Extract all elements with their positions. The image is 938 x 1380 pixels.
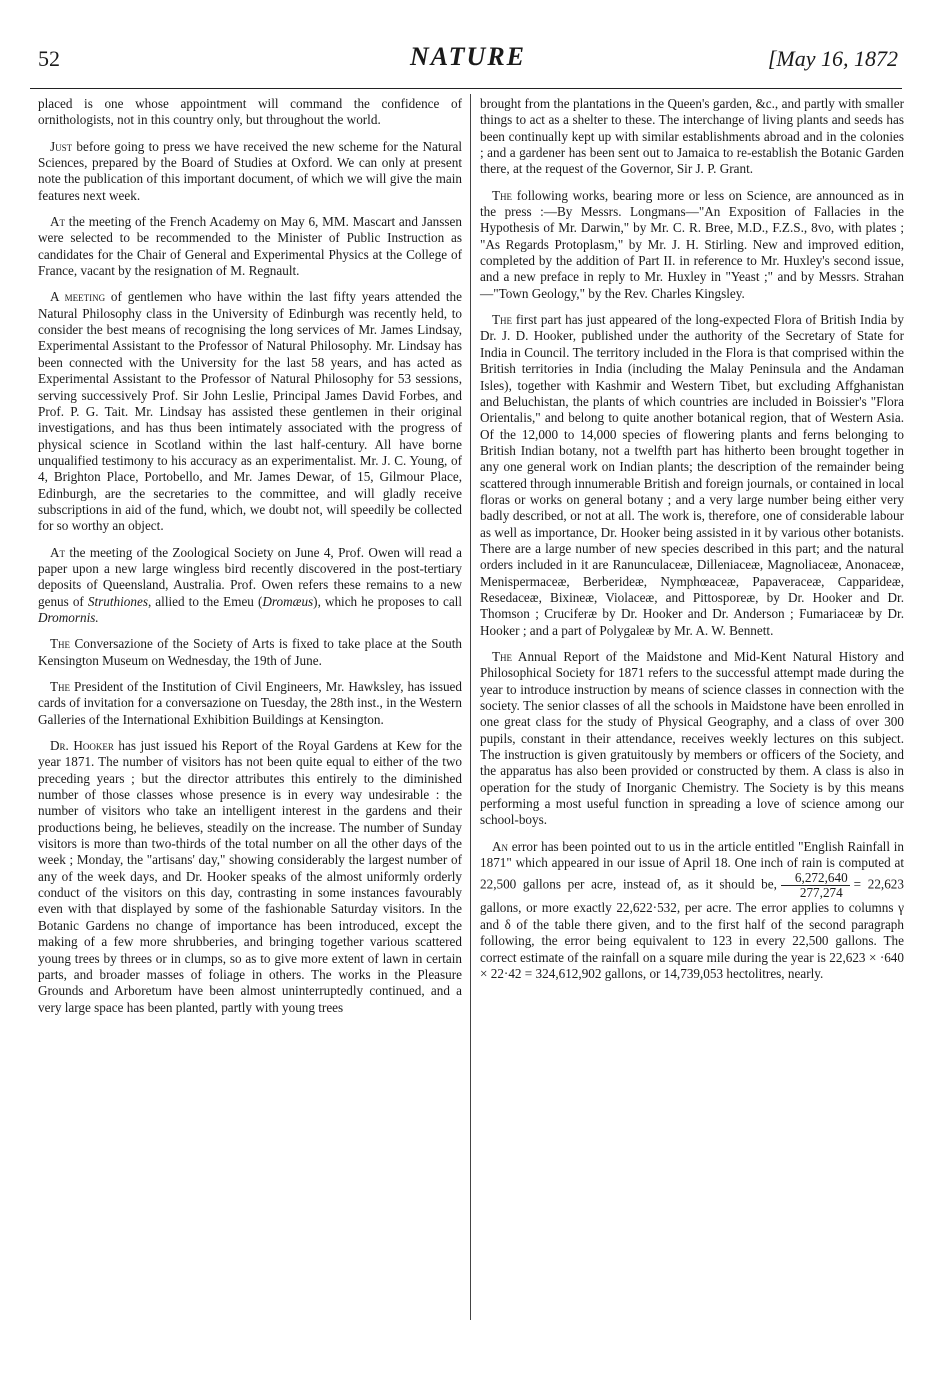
page-number: 52 — [38, 46, 60, 71]
paragraph — [38, 679, 462, 728]
paragraph-text: Conversazione of the Society of Arts is fixed to take place at the South Kensington Museum on Wednesday, the 19th of June. — [38, 636, 462, 668]
paragraph — [480, 312, 904, 639]
lead-word: The — [50, 679, 71, 694]
fraction — [781, 871, 850, 900]
paragraph — [480, 188, 904, 302]
header-rule — [30, 88, 902, 89]
paragraph-text: the meeting of the Zoological Society on June 4, Prof. Owen will read a paper upon a new large wingless bird recently discovered in the post-tertiary deposits of Queensland, Australia. Prof. Owen refers these remains to a new genus of — [38, 544, 462, 609]
paragraph — [38, 738, 462, 1016]
paragraph-text: the meeting of the French Academy on May 6, MM. Mascart and Janssen were selected to be recommended to the Minister of Public Instruction as candidates for the Chair of General and Experimental Physics at the College of France, vacant by the resignation of M. Regnault. — [38, 214, 462, 279]
lead-word: An — [492, 838, 509, 854]
paragraph — [480, 649, 904, 829]
paragraph-text: of gentlemen who have within the last fifty years attended the Natural Philosophy class in the University of Edinburgh was recently held, to consider the best means of recognising the long services of Mr. James Lindsay, Experimental Assistant to the Professor of Natural Philosophy. Mr. Lindsay has been connected with the University for the last 58 years, and has acted as Experimental Assistant to the Professor of Natural Philosophy for 53 sessions, serving successively Prof. Sir John Leslie, Principal James David Forbes, and Prof. P. G. Tait. Mr. Lindsay has assisted these gentlemen in their original investigations, and has thus been intimately associated with the progress of physical science in Scotland within the last half-century. All have borne unqualified testimony to his accuracy as an experimentalist. Mr. J. C. Young, of 4, Brighton Place, Portobello, and Mr. James Dewar, of 15, Gilmour Place, Edinburgh, are the secretaries to the committee, and will gladly receive subscriptions in aid of the fund, which, we doubt not, will speedily be collected for so worthy an object. — [38, 289, 462, 534]
page-header — [38, 42, 898, 82]
paragraph-text: following works, bearing more or less on Science, are announced as in the press :—By Messrs. Longmans—"An Exposition of Fallacies in the Hypothesis of Mr. Darwin," by Mr. C. R. Bree, M.D., F.Z.S., 8vo, with plates ; "As Regards Protoplasm," by Mr. J. H. Stirling. New and improved edition, completed by the addition of Part II. in reference to Mr. Huxley's second issue, and a new preface in reply to Mr. Huxley in "Yeast ;" and by Messrs. Strahan—"Town Geology," by the Rev. Charles Kingsley. — [480, 187, 904, 301]
paragraph: placed is one whose appointment will command the confidence of ornithologists, not in this country only, but throughout the world. — [38, 96, 462, 128]
paragraph — [38, 214, 462, 279]
paragraph-text: before going to press we have received the new scheme for the Natural Sciences, prepared by the Board of Studies at Oxford. We can only at present note the publication of this important document, of which we will give the main features next week. — [38, 138, 462, 203]
lead-word: Dr. Hooker — [50, 738, 114, 754]
issue-date: [May 16, 1872 — [767, 46, 898, 71]
right-column — [480, 96, 904, 992]
left-column — [38, 96, 462, 1026]
paragraph-text: Annual Report of the Maidstone and Mid-Kent Natural History and Philosophical Society for 1871 refers to the successful attempt made during the year to introduce instruction by means of science classes in connection with the society. The senior classes of all the schools in Maidstone have been enrolled in one great class for the study of Physical Geography, and a class of over 300 pupils, constant in their attendance, receives weekly lectures on this subject. The instruction is given gratuitously by members or officers of the Society, and the apparatus has also been provided or constructed by them. A class is also in operation for the study of Inorganic Chemistry. The Society is by this means performing a most useful function in spreading a love of science among our school-boys. — [480, 649, 904, 828]
paragraph-text: ), which he proposes to call — [313, 593, 462, 609]
fraction-denominator: 277,274 — [799, 885, 843, 901]
paragraph-text: , allied to the Emeu ( — [147, 593, 263, 609]
column-divider — [470, 94, 471, 1320]
paragraph — [38, 139, 462, 204]
paragraph-text: first part has just appeared of the long-expected Flora of British India by Dr. J. D. Hooker, published under the authority of the Secretary of State for India in Council. The territory included in the Flora is that comprised within the British territories in India (including the Malay Peninsula and the Andaman Isles), together with Kashmir and Western Tibet, but excluding Affghanistan and Beluchistan, the plants of which countries are included in Boissier's "Flora Orientalis," and belong to quite another botanical region, that of Western Asia. Of the 12,000 to 14,000 species of flowering plants and ferns belonging to British Indian botany, not a twelfth part has hitherto been brought together in any one general work on Indian plants; the description of the remainder being scattered through innumerable British and foreign journals, or contained in local floras or works on general botany ; and a very large number being either very badly described, or not at all. The work is, therefore, one of considerable labour as well as importance, Dr. Hooker being assisted in it by various other botanists. There are a large number of new species described in this part; and the natural orders included in it are Ranunculaceæ, Dilleniaceæ, Magnoliaceæ, Anonaceæ, Menispermaceæ, Berberideæ, Nymphœaceæ, Papaveraceæ, Capparideæ, Resedaceæ, Bixineæ, Violaceæ, and Pittosporeæ, by Dr. Hooker and Dr. Thomson ; Cruciferæ by Dr. Hooker and Dr. Anderson ; Fumariaceæ by Dr. Hooker ; and a part of Polygaleæ by Mr. A. W. Bennett. — [480, 312, 904, 638]
paragraph-text: has just issued his Report of the Royal Gardens at Kew for the year 1871. The number of visitors has not been quite equal to either of the two preceding years ; but the director attributes this entirely to the diminished number of those classes whose presence is in every way undesirable : the number of visitors who take an intelligent interest in the gardens and their productions being, he believes, steadily on the increase. The number of Sunday visitors is more than two-thirds of the total number on all the other days of the week ; Monday, the "artisans' day," showing considerably the largest number of any of the week days, and Dr. Hooker speaks of the almost uniformly orderly conduct of the visitors on this day, contrasting in some instances favourably even with that displayed by some of the fashionable Saturday visitors. In the Botanic Gardens no change of importance has been introduced, except the making of a few more shrubberies, and bringing together various scattered young trees by threes or in clumps, so as to give more extent of lawn in certain parts, and broader masses of foliage in others. The works in the Pleasure Grounds and Arboretum have been almost uninterruptedly continued, and a very large space has been planted, partly with young trees — [38, 738, 462, 1015]
lead-word: At — [50, 544, 66, 560]
lead-word: The — [492, 649, 513, 664]
paragraph — [38, 636, 462, 669]
lead-word: The — [492, 187, 513, 203]
lead-word: Just — [50, 138, 73, 154]
paragraph-text: President of the Institution of Civil Engineers, Mr. Hawksley, has issued cards of invitation for a conversazione on Tuesday, the 28th inst., in the Western Galleries of the International Exhibition Buildings at Kensington. — [38, 679, 462, 727]
lead-word: At — [50, 214, 66, 230]
journal-title: NATURE — [409, 42, 527, 71]
paragraph-text: = 22,623 gallons, or more exactly 22,622·532, per acre. The error applies to columns γ and δ of the table there given, and to the first half of the second paragraph following, the error being equivalent to 123 in every 22,500 gallons. The correct estimate of the rainfall on a square mile during the year is 22,623 × ·640 × 22·42 = 324,612,902 gallons, or 14,739,053 hectolitres, nearly. — [480, 877, 904, 981]
genus-name: Dromæus — [262, 593, 314, 609]
genus-name: Dromornis. — [38, 609, 99, 625]
lead-word: The — [492, 312, 513, 328]
lead-word: The — [50, 636, 71, 652]
lead-word: A meeting — [50, 289, 106, 305]
fraction-numerator: 6,272,640 — [781, 871, 850, 886]
paragraph: brought from the plantations in the Queen's garden, &c., and partly with smaller things to act as a shelter to these. The interchange of living plants and seeds has been continually kept up with similar establishments abroad and in the colonies ; and a gardener has been sent out to Jamaica to re-establish the Botanic Garden there, at the request of the Governor, Sir J. P. Grant. — [480, 96, 904, 177]
paragraph — [480, 839, 904, 982]
genus-name: Struthiones — [87, 593, 148, 609]
paragraph-text: error has been pointed out to us in the article entitled "English Rainfall in 1871" which appeared in our issue of April 18. One inch of rain is computed at 22,500 gallons per acre, instead of, as it should be, — [480, 838, 904, 892]
paragraph — [38, 545, 462, 627]
paragraph — [38, 289, 462, 534]
